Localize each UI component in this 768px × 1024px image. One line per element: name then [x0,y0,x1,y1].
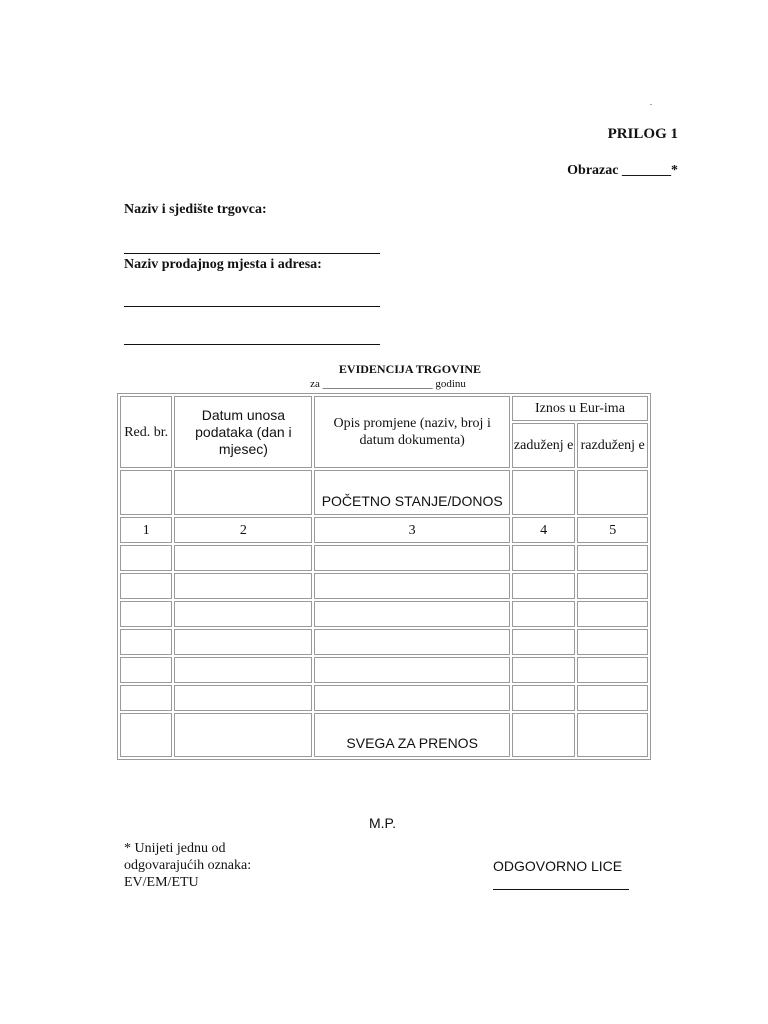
form-code: Obrazac _______* [567,163,678,178]
table-cell[interactable] [314,685,509,711]
table-cell[interactable] [174,470,312,515]
signature-line[interactable] [493,889,629,890]
stamp-placeholder: M.P. [369,815,396,831]
table-cell[interactable] [174,713,312,757]
table-cell[interactable] [174,601,312,627]
col-header-red-br: Red. br. [120,396,172,468]
table-cell[interactable] [512,657,575,683]
table-cell[interactable] [512,545,575,571]
shop-line-field-1[interactable] [124,306,380,307]
register-year: za ____________________ godinu [310,378,466,390]
table-cell[interactable] [314,657,509,683]
table-cell[interactable] [577,573,648,599]
table-row [120,657,648,683]
column-number: 3 [314,517,509,543]
table-cell[interactable] [120,685,172,711]
annex-number: PRILOG 1 [607,126,678,142]
corner-mark: . [650,98,652,107]
table-cell[interactable] [512,573,575,599]
opening-row [120,470,648,515]
trader-line-field[interactable] [124,253,380,254]
table-cell[interactable] [314,545,509,571]
register-title: EVIDENCIJA TRGOVINE [338,362,482,376]
shop-line-field-2[interactable] [124,344,380,345]
table-cell[interactable] [577,657,648,683]
table-row [120,545,648,571]
footnote: * Unijeti jednu od odgovarajućih oznaka: EV/EM/ETU [124,841,252,890]
table-row [120,573,648,599]
column-number: 2 [174,517,312,543]
column-number: 1 [120,517,172,543]
table-row [120,629,648,655]
table-cell[interactable] [120,601,172,627]
table-cell[interactable] [120,713,172,757]
table-cell[interactable] [577,545,648,571]
column-number: 5 [577,517,648,543]
table-cell[interactable] [512,470,575,515]
trader-label: Naziv i sjedište trgovca: [124,202,267,217]
table-cell[interactable] [314,601,509,627]
table-cell[interactable] [512,629,575,655]
table-row [120,601,648,627]
col-header-iznos: Iznos u Eur-ima [512,396,648,421]
col-header-opis: Opis promjene (naziv, broj i datum dokumenta) [314,396,509,468]
col-header-zaduzenje: zaduženj e [512,423,575,468]
table-cell[interactable] [120,545,172,571]
shop-label: Naziv prodajnog mjesta i adresa: [124,257,322,272]
table-cell[interactable] [120,470,172,515]
col-header-razduzenje: razduženj e [577,423,648,468]
table-cell[interactable] [314,629,509,655]
table-cell[interactable] [512,713,575,757]
table-cell[interactable] [174,629,312,655]
closing-row-label: SVEGA ZA PRENOS [314,713,509,757]
table-cell[interactable] [577,713,648,757]
column-number: 4 [512,517,575,543]
table-cell[interactable] [577,601,648,627]
table-cell[interactable] [512,685,575,711]
table-cell[interactable] [120,629,172,655]
closing-row [120,713,648,757]
table-cell[interactable] [512,601,575,627]
table-cell[interactable] [120,573,172,599]
table-cell[interactable] [174,685,312,711]
responsible-person-label: ODGOVORNO LICE [493,858,623,874]
table-cell[interactable] [174,573,312,599]
register-table [117,393,651,760]
column-numbers-row [120,517,648,543]
table-cell[interactable] [314,573,509,599]
table-cell[interactable] [120,657,172,683]
table-cell[interactable] [174,657,312,683]
table-row [120,685,648,711]
table-cell[interactable] [577,629,648,655]
table-cell[interactable] [174,545,312,571]
opening-row-label: POČETNO STANJE/DONOS [314,470,509,515]
table-cell[interactable] [577,685,648,711]
col-header-datum: Datum unosa podataka (dan i mjesec) [174,396,312,468]
table-cell[interactable] [577,470,648,515]
